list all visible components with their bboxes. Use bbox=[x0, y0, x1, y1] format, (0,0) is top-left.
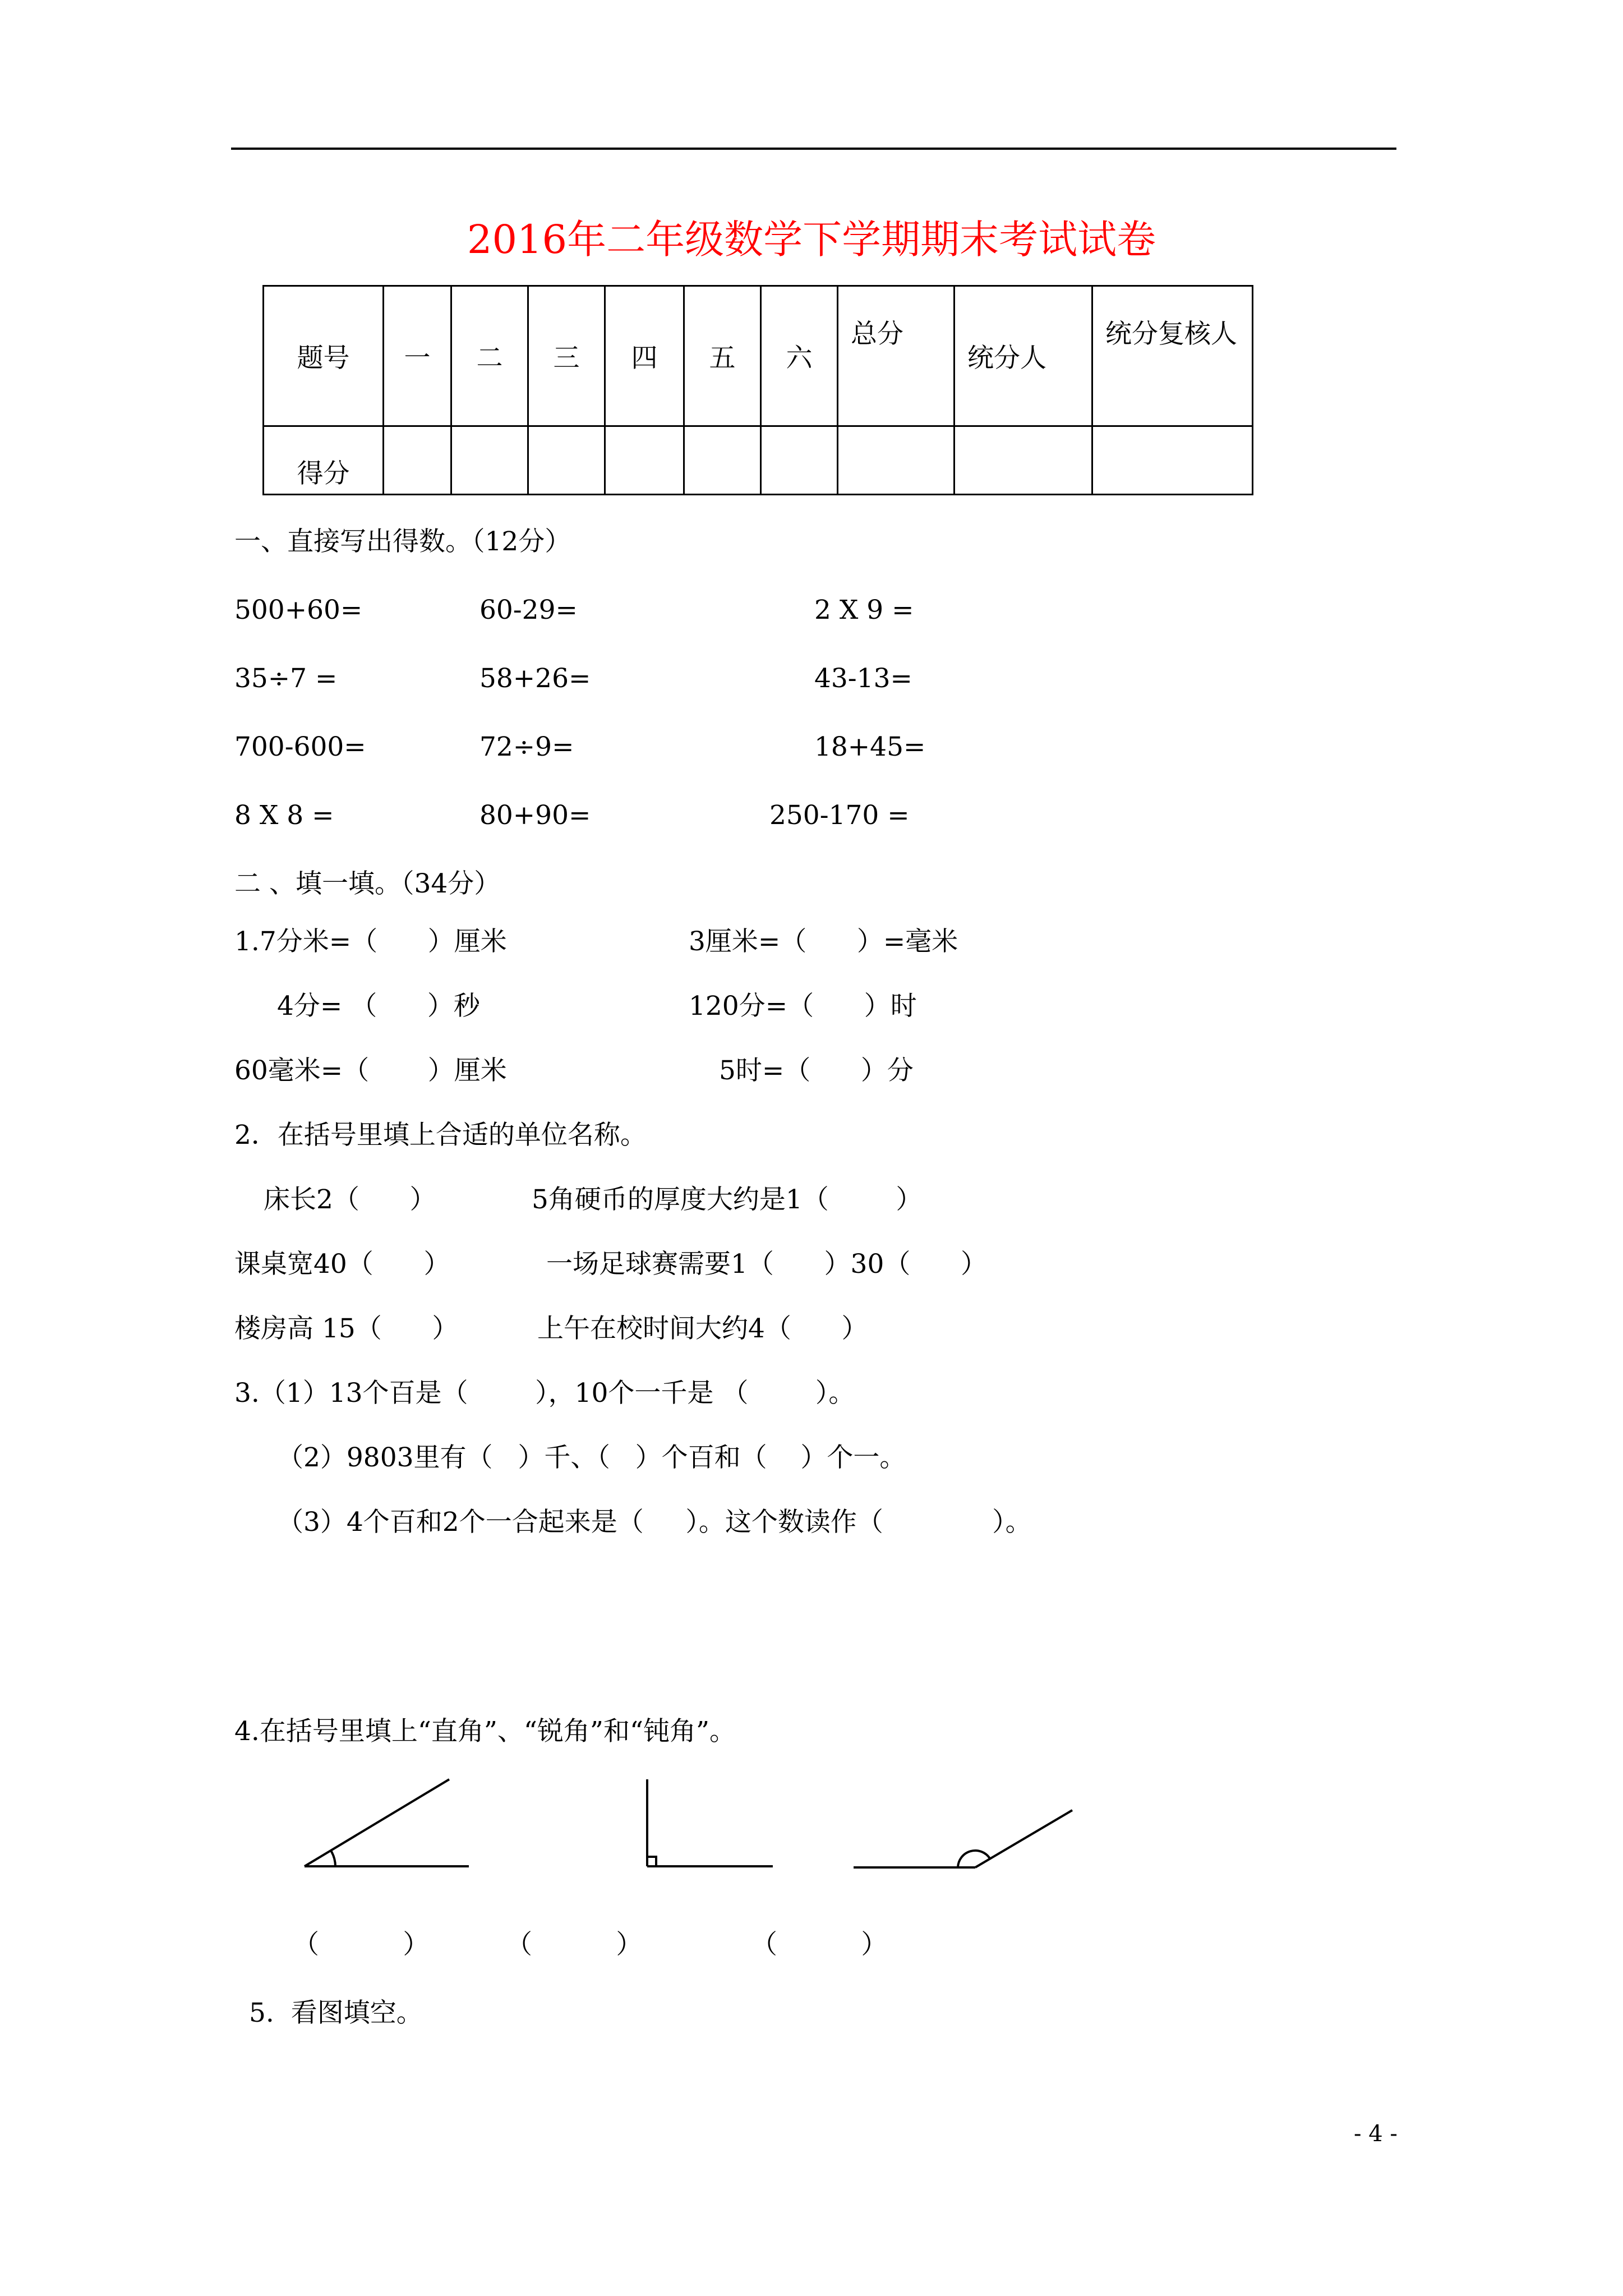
score-table-cell: 六 bbox=[761, 286, 838, 426]
section2-heading: 二 、填一填。（34分） bbox=[234, 868, 501, 899]
obtuse-angle-figure bbox=[854, 1810, 1072, 1867]
q4-blank[interactable]: （ ） bbox=[293, 1929, 430, 1960]
arithmetic-item: 60-29= bbox=[479, 595, 578, 625]
arithmetic-item: 58+26= bbox=[479, 663, 591, 694]
right-angle-figure bbox=[647, 1779, 773, 1866]
page-title: 2016年二年级数学下学期期末考试试卷 bbox=[467, 217, 1156, 263]
score-table-cell: 得分 bbox=[264, 426, 384, 495]
q2-title: 2．在括号里填上合适的单位名称。 bbox=[234, 1120, 647, 1151]
arithmetic-item: 700-600= bbox=[234, 731, 366, 762]
score-table-cell: 二 bbox=[451, 286, 528, 426]
unit-item: 一场足球赛需要1（ ）30（ ） bbox=[546, 1249, 987, 1280]
q3-item: （3）4个百和2个一合起来是（ ）。这个数读作（ ）。 bbox=[277, 1507, 1032, 1538]
conversion-item: 1.7分米=（ ）厘米 bbox=[234, 926, 507, 957]
arithmetic-item: 43-13= bbox=[814, 663, 912, 694]
page-number: - 4 - bbox=[1354, 2121, 1398, 2147]
arithmetic-item: 80+90= bbox=[479, 800, 591, 831]
q4-blank[interactable]: （ ） bbox=[506, 1929, 643, 1960]
conversion-item: 5时=（ ）分 bbox=[719, 1055, 914, 1086]
arithmetic-item: 250-170 = bbox=[769, 800, 910, 831]
q3-item: 3.（1）13个百是（ ），10个一千是 （ ）。 bbox=[234, 1378, 855, 1409]
section1-heading: 一、直接写出得数。（12分） bbox=[234, 526, 571, 557]
conversion-item: 120分=（ ）时 bbox=[689, 991, 917, 1022]
conversion-item: 4分= （ ）秒 bbox=[277, 991, 480, 1022]
arithmetic-item: 8 X 8 = bbox=[234, 800, 334, 831]
unit-item: 楼房高 15（ ） bbox=[234, 1313, 459, 1344]
score-table-cell: 总分 bbox=[838, 286, 955, 426]
conversion-item: 60毫米=（ ）厘米 bbox=[234, 1055, 507, 1086]
unit-item: 床长2（ ） bbox=[264, 1184, 436, 1215]
conversion-item: 3厘米=（ ）=毫米 bbox=[689, 926, 958, 957]
score-table-cell: 三 bbox=[528, 286, 605, 426]
q3-item: （2）9803里有（ ）千、（ ）个百和（ ）个一。 bbox=[277, 1442, 906, 1473]
q4-title: 4.在括号里填上“直角”、“锐角”和“钝角”。 bbox=[234, 1716, 736, 1747]
arithmetic-item: 35÷7 = bbox=[234, 663, 338, 694]
score-table-cell: 统分复核人 bbox=[1092, 286, 1253, 426]
arithmetic-item: 500+60= bbox=[234, 595, 363, 625]
acute-angle-figure bbox=[305, 1779, 469, 1866]
score-table-cell: 五 bbox=[684, 286, 761, 426]
score-table-cell: 四 bbox=[605, 286, 684, 426]
unit-item: 上午在校时间大约4（ ） bbox=[537, 1313, 868, 1344]
unit-item: 5角硬币的厚度大约是1（ ） bbox=[532, 1184, 923, 1215]
score-table-cell: 统分人 bbox=[955, 286, 1092, 426]
arithmetic-item: 72÷9= bbox=[479, 731, 574, 762]
q4-blank[interactable]: （ ） bbox=[751, 1929, 888, 1960]
q5-title: 5. 看图填空。 bbox=[249, 1998, 423, 2028]
score-table-cell: 题号 bbox=[264, 286, 384, 426]
score-table-cell: 一 bbox=[384, 286, 451, 426]
arithmetic-item: 2 X 9 = bbox=[814, 595, 914, 625]
arithmetic-item: 18+45= bbox=[814, 731, 926, 762]
unit-item: 课桌宽40（ ） bbox=[234, 1249, 450, 1280]
